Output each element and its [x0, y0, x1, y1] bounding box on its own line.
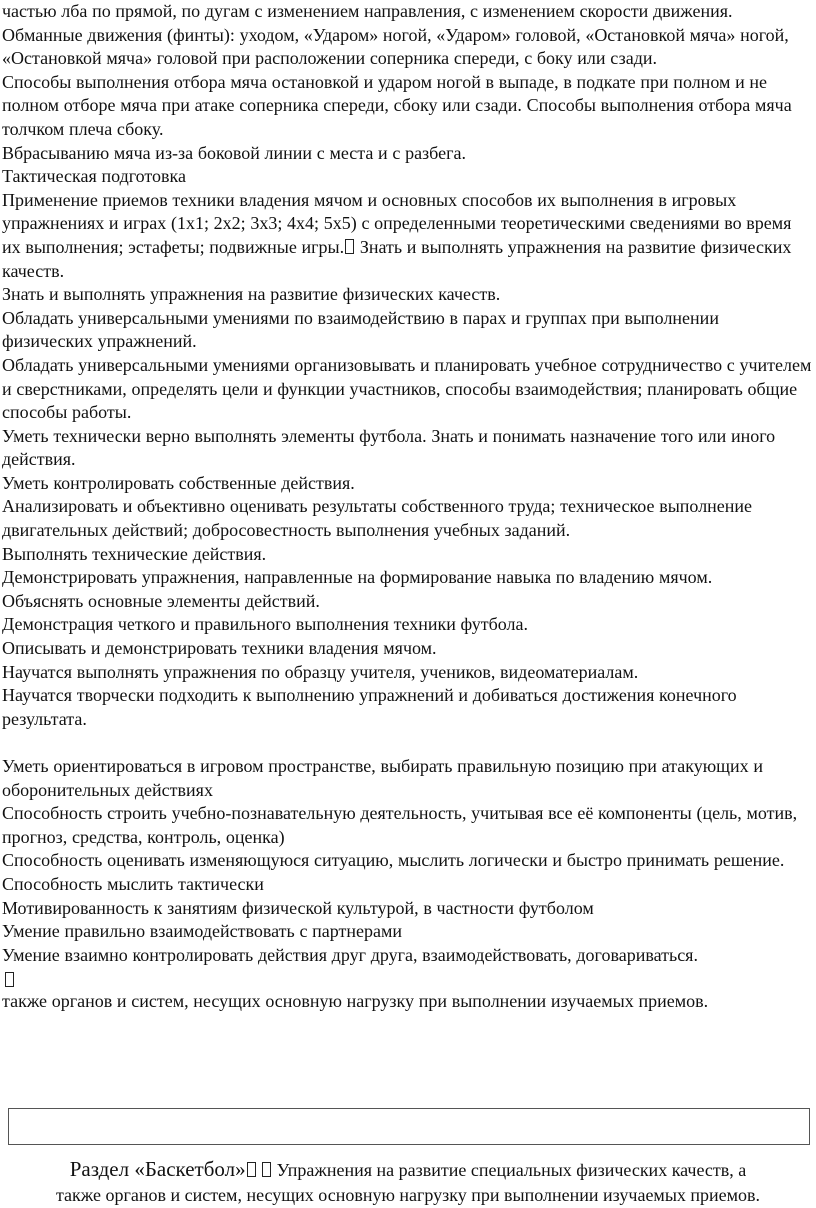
paragraph-analysis: Анализировать и объективно оценивать результаты собственного труда; техническое выполнение двигательных действий; добросовестность выполнения учебных заданий. — [2, 496, 753, 541]
paragraph-assess-situation: Способность оценивать изменяющуюся ситуацию, мыслить логически и быстро принимать решение. — [2, 850, 785, 871]
empty-table-row — [8, 1108, 810, 1145]
paragraph-learn-by-example: Научатся выполнять упражнения по образцу учителя, учеников, видеоматериалам. — [2, 661, 639, 682]
missing-glyph-icon — [247, 1162, 256, 1177]
paragraph-feints: Обманные движения (финты): уходом, «Ударом» ногой, «Ударом» головой, «Остановкой мяча» ногой, «Остановкой мяча» головой при расположении соперника спереди, с боку или сзади. — [2, 24, 789, 69]
paragraph-explain-elements: Объяснять основные элементы действий. — [2, 590, 320, 611]
missing-glyph-icon — [345, 239, 354, 254]
paragraph-skill-direction: частью лба по прямой, по дугам с изменением направления, с изменением скорости движения. — [2, 1, 733, 21]
paragraph-learning-activity: Способность строить учебно-познавательную деятельность, учитывая все её компоненты (цель, мотив, прогноз, средства, контроль, оценка) — [2, 803, 798, 847]
paragraph-motivation: Мотивированность к занятиям физической культурой, в частности футболом — [2, 897, 594, 918]
paragraph-application-text: Применение приемов техники владения мячом и основных способов их выполнения в игровых упражнениях и играх (1х1; 2х2; 3х3; 4х4; 5х5) с определенными теоретическими сведениями во время их выполнения; эстафеты; подвижные игры. — [2, 189, 792, 257]
paragraph-demonstrate-exercises: Демонстрировать упражнения, направленные на формирование навыка по владению мячом. — [2, 567, 713, 588]
paragraph-application-continuation: Знать и выполнять упражнения на развитие физических качеств. — [2, 236, 792, 281]
paragraph-application — [2, 189, 814, 283]
paragraph-pairs-groups: Обладать универсальными умениями по взаимодействию в парах и группах при выполнении физических упражнений. — [2, 307, 719, 352]
paragraph-tactical-thinking: Способность мыслить тактически — [2, 873, 264, 894]
paragraph-know-exercises: Знать и выполнять упражнения на развитие физических качеств. — [2, 284, 501, 305]
paragraph-technical-actions: Выполнять технические действия. — [2, 543, 267, 564]
missing-glyph-icon — [5, 972, 14, 987]
missing-glyph-line — [2, 967, 814, 990]
paragraph-game-space: Уметь ориентироваться в игровом пространстве, выбирать правильную позицию при атакующих и оборонительных действиях — [2, 756, 763, 800]
missing-glyph-icon — [262, 1162, 271, 1177]
paragraph-throw-in: Вбрасыванию мяча из-за боковой линии с места и с разбега. — [2, 142, 466, 163]
paragraph-tactical-heading: Тактическая подготовка — [2, 166, 187, 187]
section-basketball — [0, 1157, 816, 1207]
section-title: Раздел «Баскетбол» — [69, 1157, 246, 1181]
section-line-1 — [0, 1157, 816, 1183]
paragraph-describe-ball-control: Описывать и демонстрировать техники владения мячом. — [2, 638, 437, 659]
section-line-2: также органов и систем, несущих основную нагрузку при выполнении изучаемых приемов. — [55, 1184, 761, 1205]
section-line-1-text: Упражнения на развитие специальных физических качеств, а — [276, 1160, 747, 1180]
paragraph-interaction-partners: Умение правильно взаимодействовать с партнерами — [2, 921, 403, 942]
paragraph-technical-elements: Уметь технически верно выполнять элементы футбола. Знать и понимать назначение того или иного действия. — [2, 425, 776, 470]
paragraph-tackling: Способы выполнения отбора мяча остановкой и ударом ногой в выпаде, в подкате при полном и не полном отборе мяча при атаке соперника спереди, сбоку или сзади. Способы выполнения отбора мяча толчком плеча сбоку. — [2, 71, 792, 139]
blank-line — [2, 731, 814, 755]
paragraph-cooperation: Обладать универсальными умениями организовывать и планировать учебное сотрудничество с учителем и сверстниками, определять цели и функции участников, способы взаимодействия; планировать общие способы работы. — [2, 354, 812, 423]
paragraph-mutual-control: Умение взаимно контролировать действия друг друга, взаимодействовать, договариваться. — [2, 944, 698, 965]
paragraph-demonstration-technique: Демонстрация четкого и правильного выполнения техники футбола. — [2, 614, 529, 635]
document-body — [2, 0, 814, 1014]
paragraph-creative-approach: Научатся творчески подходить к выполнению упражнений и добиваться достижения конечного результата. — [2, 685, 737, 729]
paragraph-self-control: Уметь контролировать собственные действия. — [2, 472, 355, 493]
paragraph-organs-systems: также органов и систем, несущих основную нагрузку при выполнении изучаемых приемов. — [2, 991, 709, 1012]
